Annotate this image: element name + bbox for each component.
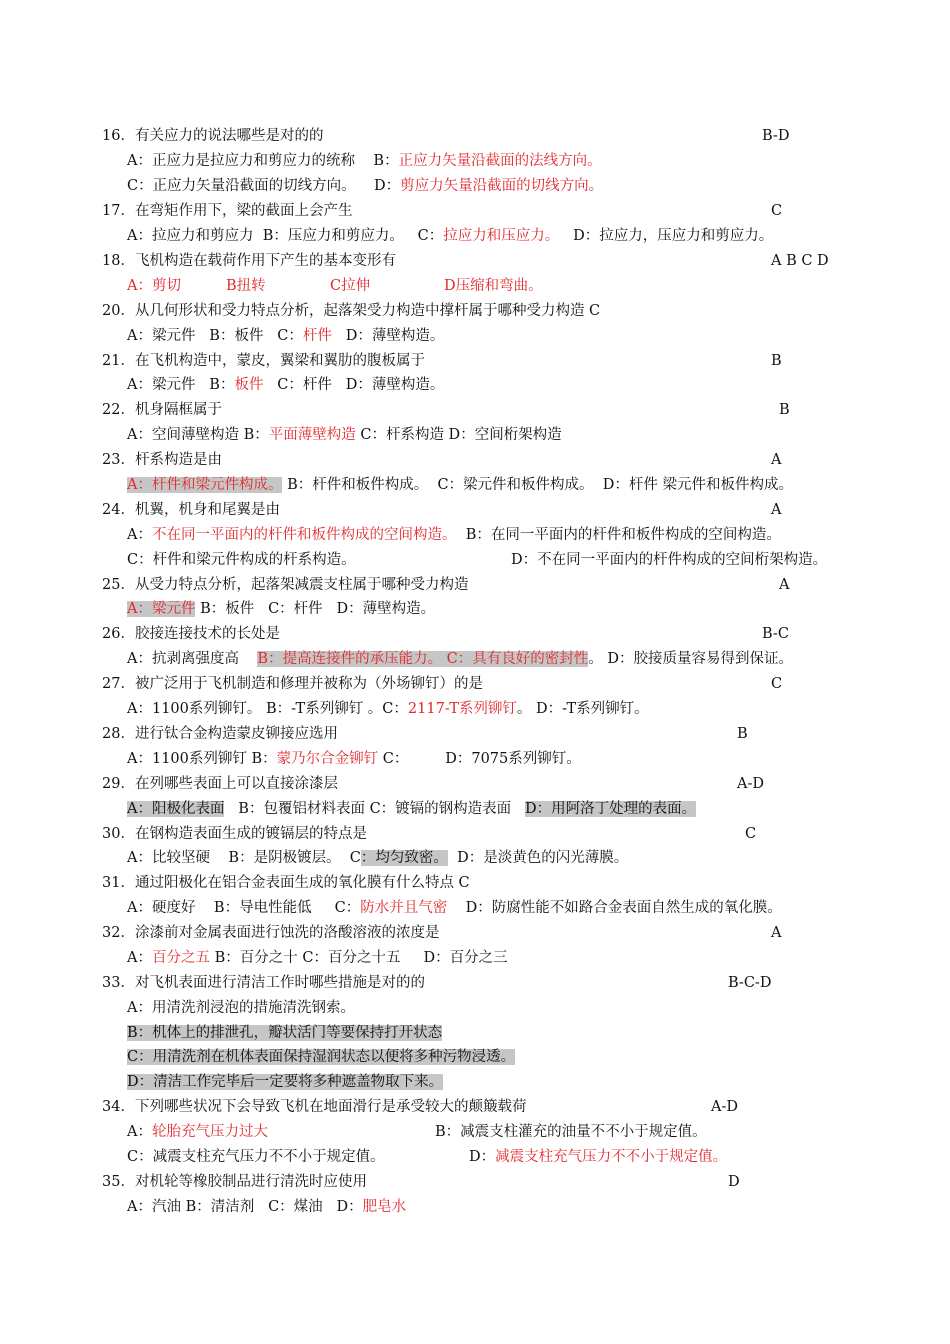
question-23: 23．杆系构造是由 bbox=[102, 452, 222, 468]
correct-option-text: B：提高连接件的承压能力。 C：具有良好的密封性 bbox=[257, 651, 589, 667]
question-24: 24．机翼，机身和尾翼是由 bbox=[102, 502, 280, 518]
correct-option-text: A：阳极化表面 bbox=[127, 801, 225, 817]
option-line bbox=[469, 1145, 727, 1169]
option-line bbox=[127, 373, 444, 397]
option-text: B：包覆铝材料表面 C：镀镉的钢构造表面 bbox=[224, 801, 525, 817]
answer-16: B-D bbox=[762, 128, 790, 144]
option-text: A：抗剥离强度高 bbox=[127, 651, 258, 667]
correct-option-text: 肥皂水 bbox=[362, 1199, 407, 1215]
correct-option-text: D压缩和弯曲。 bbox=[444, 278, 543, 294]
question-28: 28．进行钛合金构造蒙皮铆接应选用 bbox=[102, 726, 338, 742]
option-text: D：拉应力，压应力和剪应力。 bbox=[559, 228, 774, 244]
question-29: 29．在列哪些表面上可以直接涂漆层 bbox=[102, 776, 338, 792]
correct-option-text: 拉应力和压应力。 bbox=[443, 228, 560, 244]
correct-option-text: 2117-T系列铆钉 bbox=[407, 701, 517, 717]
option-text: B：减震支柱灌充的油量不不小于规定值。 bbox=[435, 1124, 707, 1140]
option-line bbox=[127, 597, 435, 621]
correct-option-text: 剪应力矢量沿截面的切线方向。 bbox=[400, 178, 604, 194]
option-text: D： bbox=[469, 1149, 496, 1165]
option-text: A：梁元件 B：板件 C： bbox=[127, 328, 303, 344]
option-text: C：杆件和梁元件构成的杆系构造。 bbox=[127, 552, 356, 568]
answer-17: C bbox=[771, 203, 783, 219]
correct-option-text: D：清洁工作完毕后一定要将多种遮盖物取下来。 bbox=[127, 1074, 444, 1090]
option-line bbox=[127, 224, 773, 248]
option-line bbox=[127, 1070, 443, 1094]
option-text: A：拉应力和剪应力 B：压应力和剪应力。 C： bbox=[127, 228, 444, 244]
correct-option-text: 轮胎充气压力过大 bbox=[151, 1124, 268, 1140]
option-line bbox=[127, 946, 508, 970]
correct-option-text: ：均匀致密。 bbox=[360, 850, 448, 866]
question-32: 32．涂漆前对金属表面进行蚀洗的洛酸溶液的浓度是 bbox=[102, 925, 440, 941]
question-25: 25．从受力特点分析，起落架减震支柱属于哪种受力构造 bbox=[102, 577, 469, 593]
option-line bbox=[127, 1045, 515, 1069]
answer-22: B bbox=[779, 402, 790, 418]
option-text: A：正应力是拉应力和剪应力的统称 bbox=[127, 153, 355, 169]
question-20: 20．从几何形状和受力特点分析，起落架受力构造中撑杆属于哪种受力构造 C bbox=[102, 303, 601, 319]
option-line bbox=[127, 324, 444, 348]
option-text: D：薄壁构造。 bbox=[331, 328, 445, 344]
correct-option-text: C拉伸 bbox=[330, 278, 371, 294]
option-text: A：1100系列铆钉 B： bbox=[127, 751, 277, 767]
option-text: 。 D：-T系列铆钉。 bbox=[516, 701, 649, 717]
correct-option-text: 不在同一平面内的杆件和板件构成的空间构造。 bbox=[151, 527, 457, 543]
answer-33: B-C-D bbox=[728, 975, 772, 991]
option-text: B：杆件和板件构成。 C：梁元件和板件构成。 D：杆件 梁元件和板件构成。 bbox=[282, 477, 794, 493]
question-16: 16．有关应力的说法哪些是对的的 bbox=[102, 128, 324, 144]
option-line bbox=[127, 797, 696, 821]
option-line bbox=[127, 149, 602, 173]
option-line bbox=[127, 1195, 406, 1219]
correct-option-text: D：用阿洛丁处理的表面。 bbox=[525, 801, 697, 817]
answer-35: D bbox=[728, 1174, 740, 1190]
option-text: C： D：7075系列铆钉。 bbox=[378, 751, 581, 767]
option-text: B：百分之十 C：百分之十五 D：百分之三 bbox=[209, 950, 508, 966]
answer-25: A bbox=[779, 577, 790, 593]
option-line bbox=[127, 174, 603, 198]
option-line bbox=[127, 1120, 268, 1144]
answer-30: C bbox=[745, 826, 757, 842]
option-text: A： bbox=[127, 950, 152, 966]
correct-option-text: 蒙乃尔合金铆钉 bbox=[276, 751, 379, 767]
answer-26: B-C bbox=[762, 626, 789, 642]
correct-option-text: 防水并且气密 bbox=[360, 900, 448, 916]
question-31: 31．通过阳极化在铝合金表面生成的氧化膜有什么特点 C bbox=[102, 875, 470, 891]
option-text: A：空间薄壁构造 B： bbox=[127, 427, 269, 443]
option-line bbox=[127, 896, 782, 920]
correct-option-text: 正应力矢量沿截面的法线方向。 bbox=[398, 153, 602, 169]
answer-28: B bbox=[737, 726, 748, 742]
answer-27: C bbox=[771, 676, 783, 692]
question-22: 22．机身隔框属于 bbox=[102, 402, 222, 418]
correct-option-text: 板件 bbox=[234, 377, 264, 393]
option-text: A：比较坚硬 B：是阴极镀层。 C bbox=[127, 850, 361, 866]
option-line bbox=[127, 647, 793, 671]
option-text: D：是淡黄色的闪光薄膜。 bbox=[447, 850, 629, 866]
question-18: 18．飞机构造在载荷作用下产生的基本变形有 bbox=[102, 253, 396, 269]
correct-option-text: B：机体上的排泄孔，瓣状活门等要保持打开状态 bbox=[127, 1025, 443, 1041]
option-line bbox=[127, 1021, 442, 1045]
option-text: B：在同一平面内的杆件和板件构成的空间构造。 bbox=[456, 527, 781, 543]
option-text: A：硬度好 B：导电性能低 C： bbox=[127, 900, 361, 916]
question-21: 21．在飞机构造中，蒙皮，翼梁和翼肋的腹板属于 bbox=[102, 353, 425, 369]
correct-option-text: A：梁元件 bbox=[127, 601, 196, 617]
question-34: 34．下列哪些状况下会导致飞机在地面滑行是承受较大的颠簸载荷 bbox=[102, 1099, 527, 1115]
question-27: 27．被广泛用于飞机制造和修理并被称为（外场铆钉）的是 bbox=[102, 676, 483, 692]
answer-29: A-D bbox=[737, 776, 764, 792]
correct-option-text: A：剪切 bbox=[127, 278, 181, 294]
correct-option-text: C：用清洗剂在机体表面保持湿润状态以便将多种污物浸透。 bbox=[127, 1049, 516, 1065]
option-line bbox=[127, 747, 581, 771]
correct-option-text: 百分之五 bbox=[151, 950, 210, 966]
option-text: C：杆件 D：薄壁构造。 bbox=[263, 377, 445, 393]
option-text: A：汽油 B：清洁剂 C：煤油 D： bbox=[127, 1199, 363, 1215]
option-line bbox=[127, 697, 649, 721]
option-text: C：杆系构造 D：空间桁架构造 bbox=[355, 427, 562, 443]
option-text: A： bbox=[127, 1124, 152, 1140]
answer-18: A B C D bbox=[771, 253, 829, 269]
answer-21: B bbox=[771, 353, 782, 369]
question-35: 35．对机轮等橡胶制品进行清洗时应使用 bbox=[102, 1174, 367, 1190]
answer-24: A bbox=[771, 502, 782, 518]
option-text: D： bbox=[355, 178, 401, 194]
option-line bbox=[127, 846, 628, 870]
option-text: B： bbox=[354, 153, 399, 169]
option-text: D：防腐性能不如路合金表面自然生成的氧化膜。 bbox=[447, 900, 782, 916]
correct-option-text: 减震支柱充气压力不不小于规定值。 bbox=[495, 1149, 728, 1165]
answer-23: A bbox=[771, 452, 782, 468]
option-text: B：板件 C：杆件 D：薄壁构造。 bbox=[195, 601, 436, 617]
option-text: C：减震支柱充气压力不不小于规定值。 bbox=[127, 1149, 385, 1165]
correct-option-text: 平面薄壁构造 bbox=[268, 427, 356, 443]
option-line bbox=[127, 473, 793, 497]
question-30: 30．在钢构造表面生成的镀镉层的特点是 bbox=[102, 826, 367, 842]
option-text: A：用清洗剂浸泡的措施清洗钢索。 bbox=[127, 1000, 355, 1016]
question-26: 26．胶接连接技术的长处是 bbox=[102, 626, 280, 642]
answer-34: A-D bbox=[711, 1099, 738, 1115]
correct-option-text: 杆件 bbox=[302, 328, 332, 344]
question-17: 17．在弯矩作用下，梁的截面上会产生 bbox=[102, 203, 353, 219]
option-text: A： bbox=[127, 527, 152, 543]
option-text: C：正应力矢量沿截面的切线方向。 bbox=[127, 178, 356, 194]
option-text: A：梁元件 B： bbox=[127, 377, 235, 393]
option-text: A：1100系列铆钉。 B：-T系列铆钉 。C： bbox=[127, 701, 408, 717]
option-text: 。 D：胶接质量容易得到保证。 bbox=[588, 651, 794, 667]
answer-32: A bbox=[771, 925, 782, 941]
option-line bbox=[127, 523, 781, 547]
option-text: D：不在同一平面内的杆件构成的空间桁架构造。 bbox=[511, 552, 828, 568]
correct-option-text: B扭转 bbox=[226, 278, 266, 294]
correct-option-text: A：杆件和梁元件构成。 bbox=[127, 477, 283, 493]
option-line bbox=[127, 423, 562, 447]
question-33: 33．对飞机表面进行清洁工作时哪些措施是对的的 bbox=[102, 975, 425, 991]
